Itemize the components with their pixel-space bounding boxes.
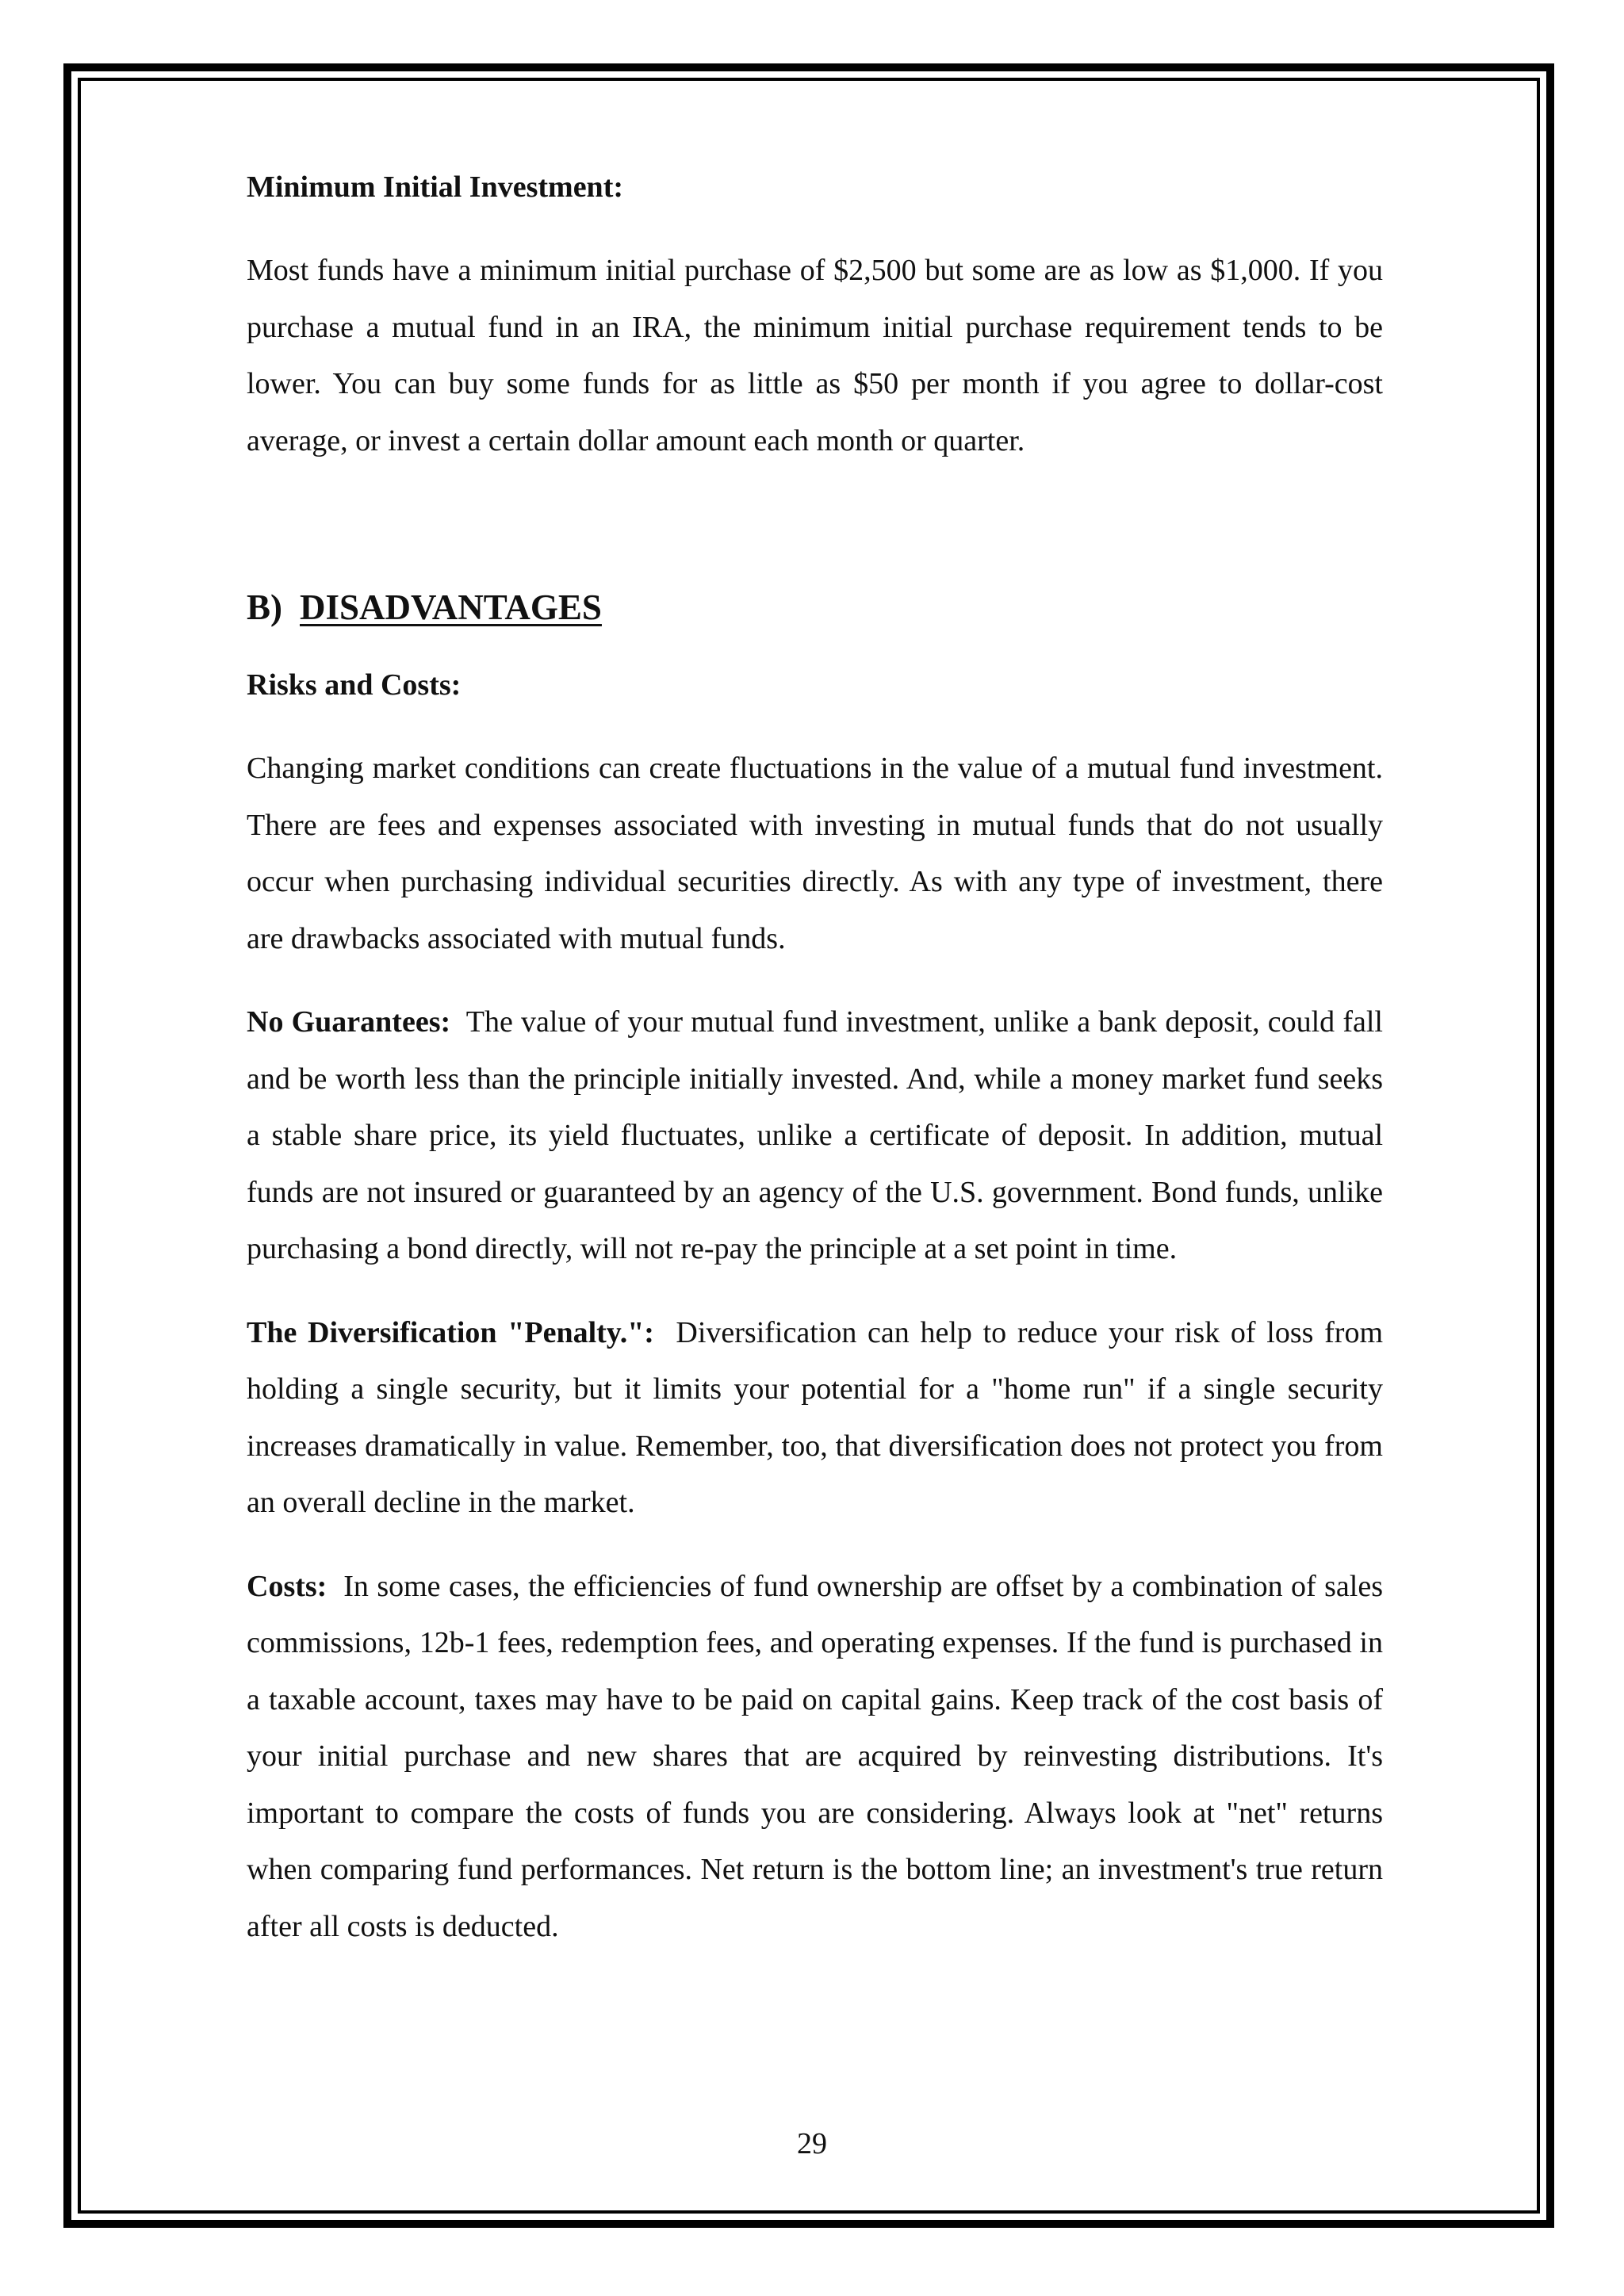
costs-label: Costs: [247, 1569, 327, 1603]
page-content [247, 159, 1383, 1955]
section-letter: B) [247, 587, 282, 627]
section-title: DISADVANTAGES [300, 587, 602, 627]
page-number: 29 [797, 2127, 827, 2160]
no-guarantees-text: The value of your mutual fund investment, unlike a bank deposit, could fall and be worth less than the principle initially invested. And, while a money market fund seeks a stable share price, its yield fluctuates, unlike a certificate of deposit. In addition, mutual funds are not insured or guaranteed by an agency of the U.S. government. Bond funds, unlike purchasing a bond directly, will not re-pay the principle at a set point in time. [247, 1005, 1383, 1265]
diversification-label: The Diversification "Penalty.": [247, 1315, 654, 1349]
costs-text: In some cases, the efficiencies of fund ownership are offset by a combination of sales commissions, 12b-1 fees, redemption fees, and operating expenses. If the fund is purchased in a taxable account, taxes may have to be paid on capital gains. Keep track of the cost basis of your initial purchase and new shares that are acquired by reinvesting distributions. It's important to compare the costs of funds you are considering. Always look at "net" returns when comparing fund performances. Net return is the bottom line; an investment's true return after all costs is deducted. [247, 1569, 1383, 1943]
risks-costs-heading: Risks and Costs: [247, 668, 462, 702]
diversification-text: Diversification can help to reduce your risk of loss from holding a single security, but it limits your potential for a "home run" if a single security increases dramatically in value. Remember, too, that diversification does not protect you from an overall decline in the market. [247, 1315, 1384, 1519]
no-guarantees-paragraph [247, 994, 1383, 1278]
min-investment-heading: Minimum Initial Investment: [247, 170, 623, 204]
costs-paragraph [247, 1559, 1383, 1956]
no-guarantees-label: No Guarantees: [247, 1005, 451, 1039]
min-investment-paragraph: Most funds have a minimum initial purchase of $2,500 but some are as low as $1,000. If you purchase a mutual fund in an IRA, the minimum initial purchase requirement tends to be lower. You can buy some funds for as little as $50 per month if you agree to dollar-cost average, or invest a certain dollar amount each month or quarter. [247, 254, 1383, 457]
disadvantages-heading [247, 576, 1383, 639]
risks-costs-paragraph: Changing market conditions can create fluctuations in the value of a mutual fund investment. There are fees and expenses associated with investing in mutual funds that do not usually occur when purchasing individual securities directly. As with any type of investment, there are drawbacks associated with mutual funds. [247, 752, 1383, 955]
diversification-paragraph [247, 1305, 1383, 1532]
